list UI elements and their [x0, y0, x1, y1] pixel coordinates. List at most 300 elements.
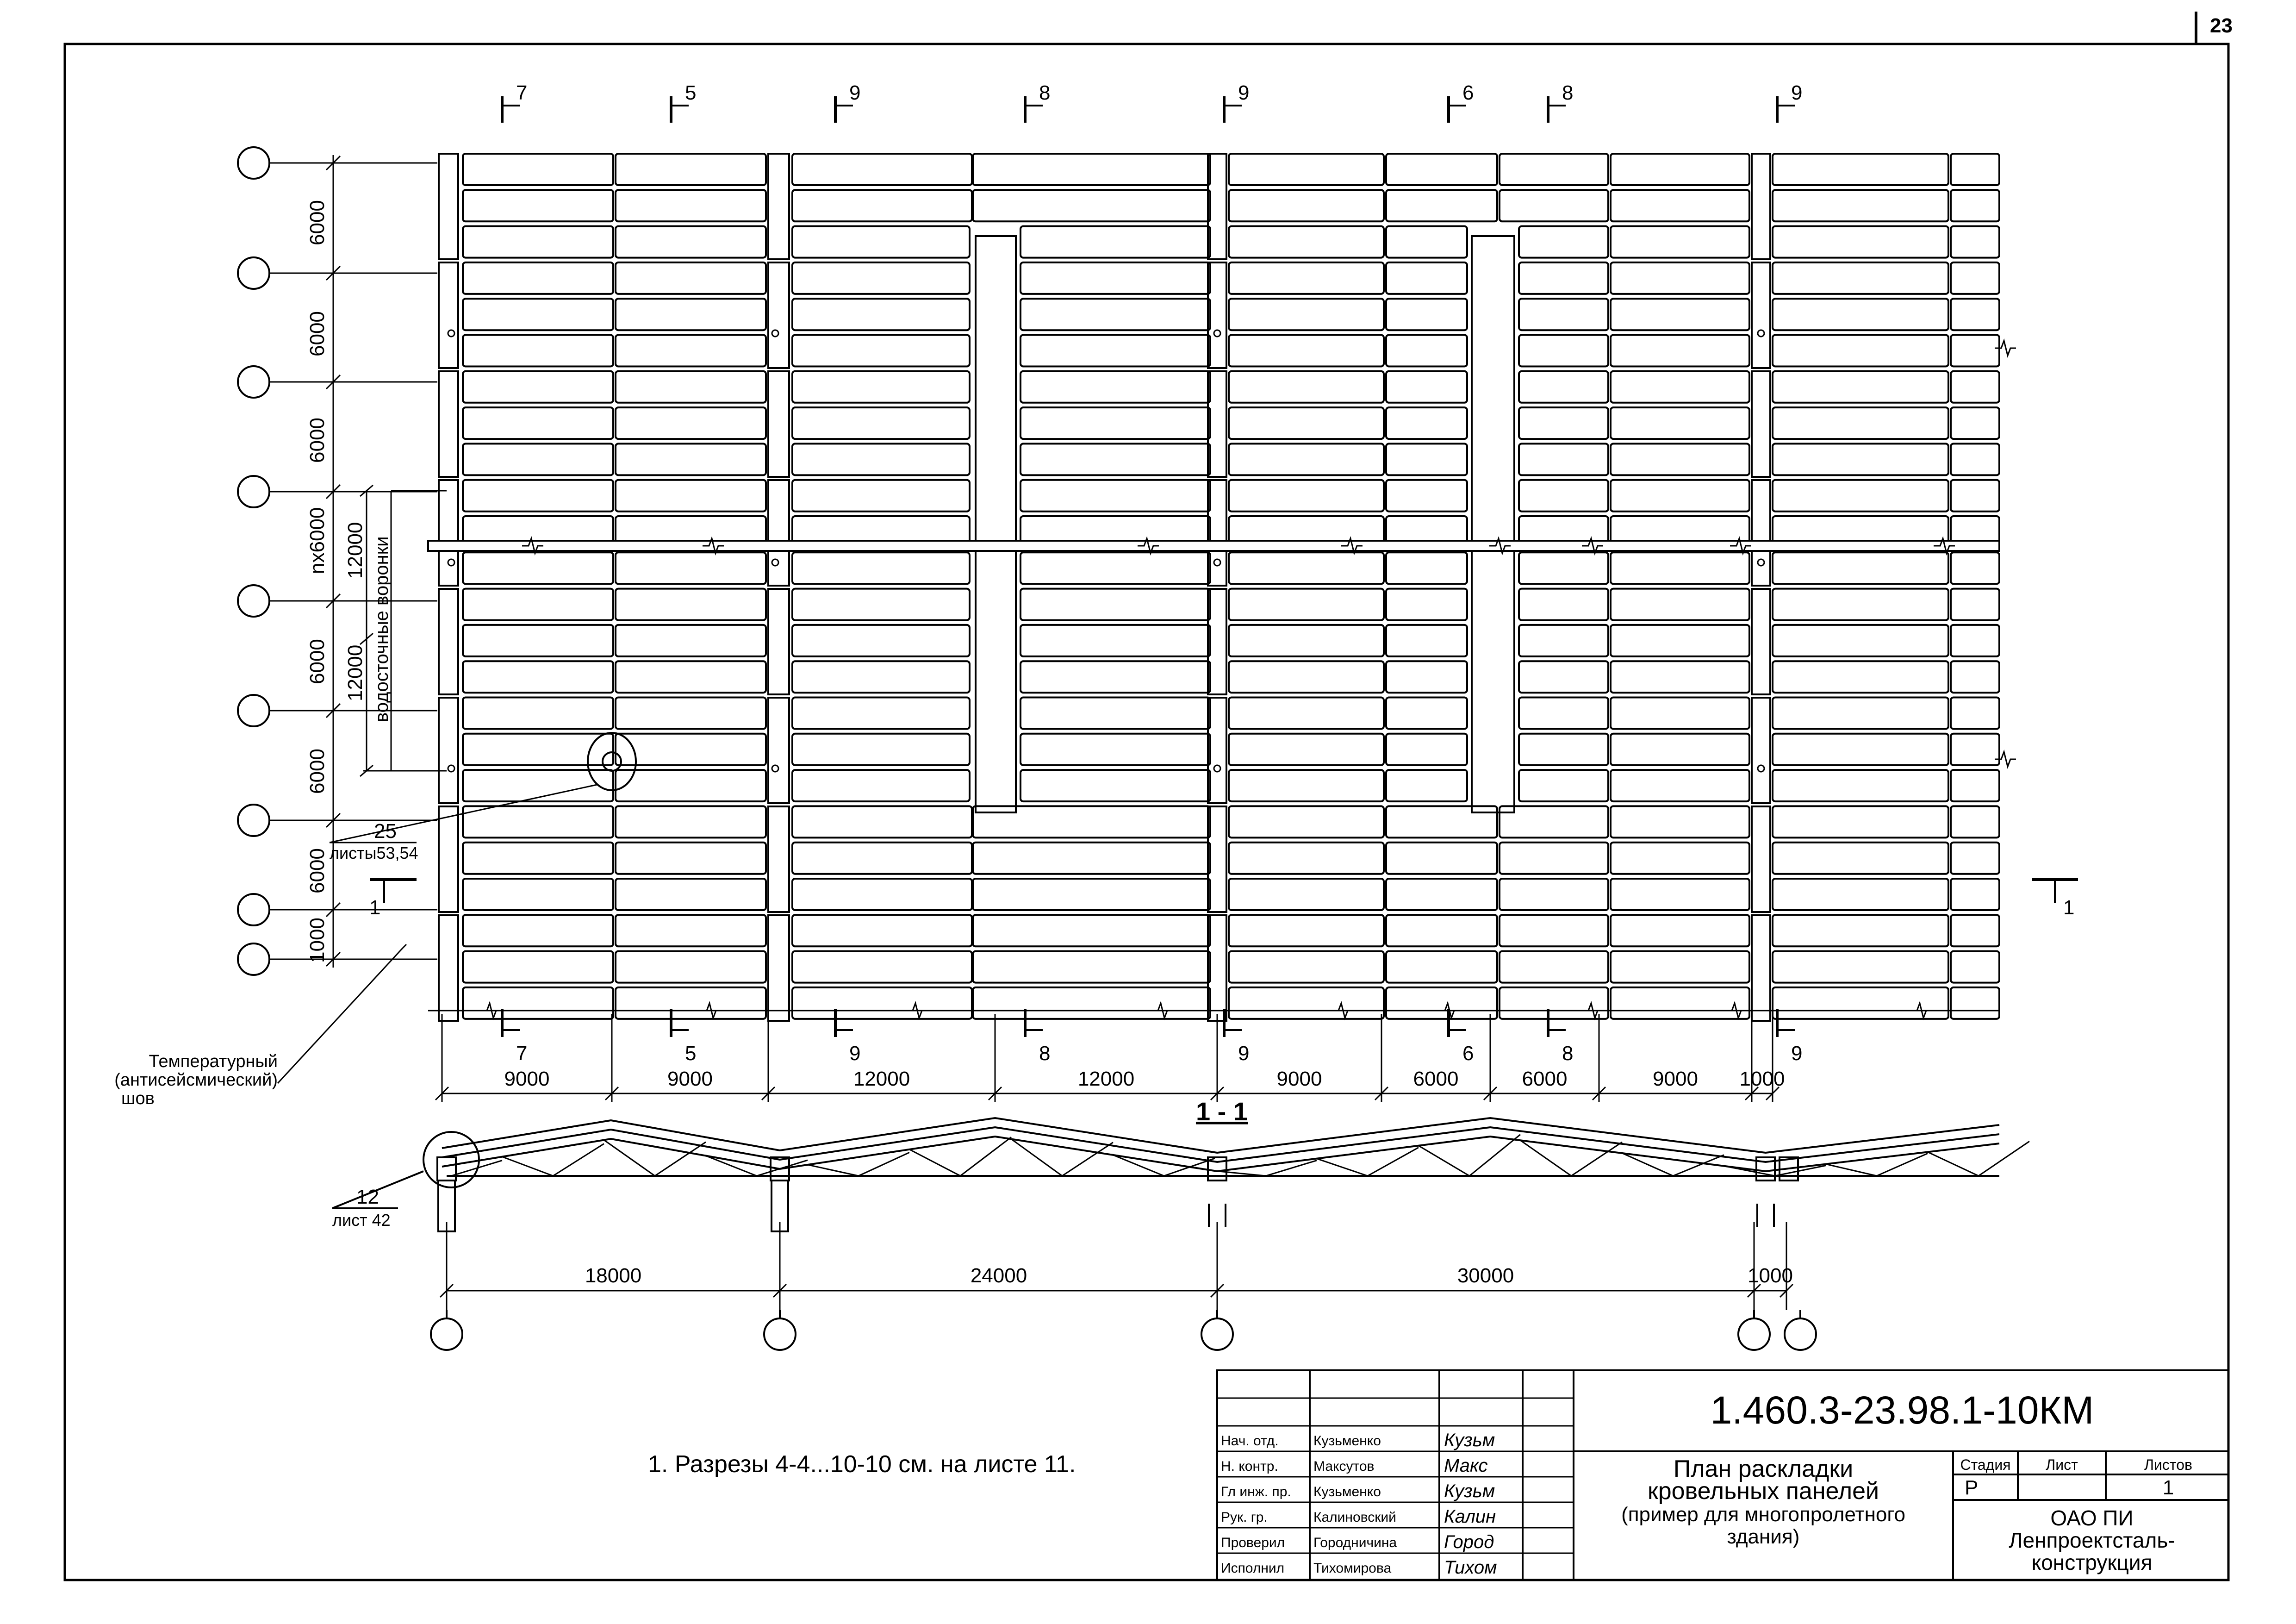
roof-panel: [1611, 407, 1749, 439]
drain-funnel: [448, 330, 454, 337]
section-mark-label-top: 9: [1791, 81, 1803, 104]
roof-panel: [1951, 552, 1999, 584]
roof-panel: [616, 806, 766, 837]
roof-panel: [1519, 480, 1608, 512]
roof-panel: [463, 443, 613, 475]
roof-panel: [973, 154, 1210, 185]
roof-panel: [1229, 879, 1384, 910]
roof-panel: [792, 299, 970, 330]
roof-panel: [1229, 589, 1384, 620]
grid-axis-bubbles: [238, 147, 1816, 1350]
roof-panel: [1611, 879, 1749, 910]
roof-panel: [1386, 552, 1467, 584]
signer-role: Рук. гр.: [1221, 1510, 1268, 1525]
roof-panel: [973, 806, 1210, 837]
expansion-joint-strip: [439, 480, 458, 586]
roof-panel: [1500, 190, 1608, 221]
roof-panel: [1386, 190, 1497, 221]
expansion-joint-strip: [439, 915, 458, 1021]
roof-panel: [1611, 226, 1749, 258]
truss-diagonal: [553, 1144, 604, 1176]
roof-panel: [463, 335, 613, 367]
roof-panel: [1611, 552, 1749, 584]
horizontal-dim-label: 9000: [1276, 1068, 1322, 1090]
roof-panel: [1773, 552, 1948, 584]
drain-funnel: [1214, 765, 1220, 772]
break-line-mark: [700, 1003, 722, 1018]
roof-panel: [1020, 299, 1210, 330]
roof-panel: [1611, 190, 1749, 221]
roof-panel: [616, 371, 766, 403]
roof-panel: [1519, 734, 1608, 765]
roof-panel: [1386, 262, 1467, 294]
roof-panel: [792, 915, 972, 946]
grid-axis-bubble: [238, 476, 269, 507]
roof-panel: [1611, 987, 1749, 1019]
roof-panel: [616, 154, 766, 185]
grid-axis-bubble: [431, 1318, 462, 1350]
roof-panel: [1773, 625, 1948, 656]
signer-name: Максутов: [1313, 1459, 1375, 1474]
expansion-joint-strip: [768, 262, 789, 368]
roof-panel: [1611, 843, 1749, 874]
roof-panel: [1951, 154, 1999, 185]
vertical-dim-label: 6000: [306, 418, 329, 463]
horizontal-dim-label: 12000: [1077, 1068, 1135, 1090]
section-mark-label-bottom: 9: [849, 1042, 861, 1065]
roof-panel: [1519, 335, 1608, 367]
roof-panel: [1611, 154, 1749, 185]
expansion-joint-strip: [1752, 698, 1770, 803]
break-line-mark: [906, 1003, 927, 1018]
roof-panel: [1773, 698, 1948, 729]
horizontal-dim-label: 9000: [1653, 1068, 1698, 1090]
drain-funnel: [1758, 765, 1764, 772]
vertical-dim-label: 6000: [306, 311, 329, 356]
callout-25-circle: [588, 733, 636, 790]
roof-panel: [792, 951, 972, 983]
roof-panel: [1611, 734, 1749, 765]
roof-panel: [1386, 154, 1497, 185]
roof-panel: [1519, 371, 1608, 403]
roof-panel: [1773, 661, 1948, 693]
roof-panel: [616, 843, 766, 874]
roof-panel: [1500, 154, 1608, 185]
signer-signature: Тихом: [1444, 1557, 1497, 1578]
roof-panel: [1020, 698, 1210, 729]
roof-panel: [1386, 661, 1467, 693]
roof-panel: [792, 661, 970, 693]
grid-axis-bubble: [238, 366, 269, 398]
truss-diagonal: [757, 1160, 808, 1176]
roof-panel: [1611, 262, 1749, 294]
expansion-joint-strip: [768, 698, 789, 803]
roof-panel: [1386, 734, 1467, 765]
roof-panel: [1386, 589, 1467, 620]
roof-panel: [463, 879, 613, 910]
roof-panel: [1020, 226, 1210, 258]
drain-funnel: [772, 765, 778, 772]
signer-role: Нач. отд.: [1221, 1433, 1279, 1449]
roof-panel: [792, 262, 970, 294]
sheet-title-line: здания): [1727, 1525, 1800, 1548]
signer-name: Городничина: [1313, 1535, 1397, 1550]
roof-panel: [792, 190, 972, 221]
signer-role: Н. контр.: [1221, 1459, 1278, 1474]
drain-funnel: [1758, 559, 1764, 566]
roof-panel: [1951, 226, 1999, 258]
roof-panel: [616, 879, 766, 910]
roof-panel: [792, 226, 970, 258]
roof-panel: [1773, 407, 1948, 439]
roof-panel: [1519, 443, 1608, 475]
expansion-joint-strip: [439, 154, 458, 259]
roof-panel: [1229, 480, 1384, 512]
roof-panel: [792, 407, 970, 439]
grid-axis-bubble: [238, 695, 269, 726]
grid-axis-bubble: [238, 805, 269, 836]
general-note: 1. Разрезы 4-4...10-10 см. на листе 11.: [648, 1451, 1076, 1478]
break-line-mark: [1910, 1003, 1932, 1018]
expansion-joint-strip: [1752, 262, 1770, 368]
roof-panel: [1519, 299, 1608, 330]
horizontal-dim-label: 6000: [1413, 1068, 1459, 1090]
roof-panel: [463, 480, 613, 512]
drain-funnel: [772, 559, 778, 566]
section-mark-label-top: 5: [685, 81, 697, 104]
roof-panel: [1773, 190, 1948, 221]
roof-panel: [792, 734, 970, 765]
roof-panel: [1951, 407, 1999, 439]
roof-panel: [463, 806, 613, 837]
roof-panel: [973, 915, 1210, 946]
roof-panel: [616, 770, 766, 801]
roof-panel: [616, 661, 766, 693]
roof-panel: [1951, 661, 1999, 693]
expansion-joint-strip: [1752, 480, 1770, 586]
grid-axis-bubble: [238, 585, 269, 617]
drain-funnel: [1758, 330, 1764, 337]
section-mark-label-bottom: 5: [685, 1042, 697, 1065]
horizontal-dim-label: 12000: [853, 1068, 910, 1090]
expansion-joint-strip: [1752, 154, 1770, 259]
roof-panel: [463, 951, 613, 983]
roof-panel: [1229, 552, 1384, 584]
roof-panel: [1773, 589, 1948, 620]
roof-panel: [1611, 625, 1749, 656]
roof-panel: [1386, 987, 1497, 1019]
truss-diagonal: [1826, 1164, 1877, 1176]
roof-panel: [1773, 806, 1948, 837]
roof-panel: [616, 480, 766, 512]
signer-name: Калиновский: [1313, 1510, 1396, 1525]
sheets-header: Листов: [2144, 1456, 2192, 1473]
roof-panel: [463, 698, 613, 729]
roof-panel: [1229, 915, 1384, 946]
roof-panel: [1951, 879, 1999, 910]
roof-panel: [1229, 987, 1384, 1019]
expansion-joint-strip: [439, 698, 458, 803]
roof-panel: [1611, 589, 1749, 620]
roof-panel: [463, 843, 613, 874]
roof-panel: [792, 371, 970, 403]
roof-panel: [1229, 226, 1384, 258]
roof-panel: [1229, 625, 1384, 656]
roof-panel: [1229, 335, 1384, 367]
roof-panel: [1519, 226, 1608, 258]
roof-panel: [616, 987, 766, 1019]
truss-diagonal: [808, 1165, 859, 1176]
roof-panel: [1611, 371, 1749, 403]
roof-panel: [1386, 335, 1467, 367]
grid-axis-bubble: [238, 147, 269, 179]
roof-panel: [1951, 371, 1999, 403]
vertical-dim-label: 1000: [306, 918, 329, 963]
truss-diagonal: [909, 1149, 960, 1176]
roof-panel: [792, 806, 972, 837]
roof-panel: [463, 190, 613, 221]
sheets-count: 1: [2162, 1476, 2174, 1499]
roof-panel: [1386, 625, 1467, 656]
grid-axis-bubble: [764, 1318, 796, 1350]
roof-panel: [616, 915, 766, 946]
roof-panel: [1951, 335, 1999, 367]
roof-panel: [1229, 407, 1384, 439]
title-block: [1217, 1370, 2228, 1580]
truss-diagonal: [706, 1156, 757, 1176]
roof-panel: [1773, 915, 1948, 946]
truss-diagonal: [451, 1161, 502, 1176]
break-line-mark: [1582, 1003, 1603, 1018]
section-mark-label-top: 8: [1562, 81, 1574, 104]
roof-panel: [616, 625, 766, 656]
roof-panel: [1020, 335, 1210, 367]
stage-header: Стадия: [1960, 1456, 2011, 1473]
vertical-dim-label: nx6000: [306, 507, 329, 574]
roof-panel: [1519, 552, 1608, 584]
section-mark-label-top: 7: [516, 81, 528, 104]
section-dim-label: 18000: [585, 1264, 642, 1287]
roof-panel: [792, 698, 970, 729]
skylight-strip: [1472, 236, 1514, 812]
grid-axis-bubble: [238, 943, 269, 975]
funnel-label: водосточные воронки: [372, 536, 392, 722]
roof-panel: [616, 443, 766, 475]
roof-panel: [1773, 879, 1948, 910]
roof-panel: [1020, 625, 1210, 656]
roof-panel: [616, 407, 766, 439]
roof-panel: [616, 299, 766, 330]
roof-panel: [1020, 589, 1210, 620]
roof-panel: [1951, 190, 1999, 221]
roof-panel: [1386, 843, 1497, 874]
roof-panel: [792, 987, 972, 1019]
grid-axis-bubble: [1201, 1318, 1233, 1350]
roof-panel: [463, 154, 613, 185]
roof-panel: [1951, 915, 1999, 946]
truss-diagonal: [1419, 1146, 1469, 1176]
roof-panel: [1951, 843, 1999, 874]
grid-axis-bubble: [238, 257, 269, 289]
expansion-joint-strip: [768, 480, 789, 586]
truss-diagonal: [1469, 1135, 1520, 1176]
roof-panel: [792, 625, 970, 656]
grid-axis-bubble: [1738, 1318, 1770, 1350]
signer-role: Гл инж. пр.: [1221, 1484, 1291, 1499]
roof-panel: [616, 226, 766, 258]
roof-panel: [616, 734, 766, 765]
callout-25-inner: [603, 752, 621, 771]
roof-panel: [463, 226, 613, 258]
roof-panel: [1229, 770, 1384, 801]
signer-role: Проверил: [1221, 1535, 1285, 1550]
roof-panel: [1611, 480, 1749, 512]
section-mark-label-top: 9: [849, 81, 861, 104]
vertical-dim-label: 6000: [306, 749, 329, 794]
roof-panel: [792, 480, 970, 512]
signer-signature: Город: [1444, 1532, 1494, 1552]
roof-panel: [1611, 770, 1749, 801]
roof-panel: [1020, 443, 1210, 475]
expansion-joint-strip: [1752, 915, 1770, 1021]
roof-panel: [463, 625, 613, 656]
horizontal-dim-label: 6000: [1522, 1068, 1568, 1090]
roof-panel: [1386, 951, 1497, 983]
callout-12-number: 12: [356, 1186, 379, 1208]
section-dim-label: 30000: [1457, 1264, 1514, 1287]
roof-panel: [616, 335, 766, 367]
truss-diagonal: [1011, 1139, 1062, 1176]
inner-dim-2: 12000: [344, 644, 367, 701]
roof-panel: [1773, 480, 1948, 512]
roof-panel: [1229, 371, 1384, 403]
horizontal-dim-label: 1000: [1739, 1068, 1785, 1090]
section-dim-label: 24000: [970, 1264, 1027, 1287]
section-1-left-label: 1: [369, 896, 381, 919]
roof-panel: [1951, 262, 1999, 294]
expansion-joint-strip: [768, 589, 789, 694]
roof-panel: [616, 190, 766, 221]
roof-panel: [1020, 661, 1210, 693]
section-mark-label-bottom: 8: [1039, 1042, 1051, 1065]
break-line-mark: [1332, 1003, 1353, 1018]
roof-panel: [1773, 734, 1948, 765]
drain-funnel: [1214, 330, 1220, 337]
vertical-dim-label: 6000: [306, 848, 329, 893]
roof-panel: [1773, 443, 1948, 475]
roof-panel: [1229, 698, 1384, 729]
drain-funnel: [448, 765, 454, 772]
roof-panel: [1386, 915, 1497, 946]
roof-panel: [1500, 879, 1608, 910]
roof-panel: [1519, 407, 1608, 439]
roof-panel: [1611, 299, 1749, 330]
roof-panel: [1229, 734, 1384, 765]
sheet-title-line: (пример для многопролетного: [1621, 1503, 1905, 1526]
roof-panel: [1020, 480, 1210, 512]
truss-diagonal: [1979, 1141, 2029, 1176]
roof-panel: [1951, 299, 1999, 330]
roof-panel: [616, 951, 766, 983]
roof-panel: [1519, 770, 1608, 801]
grid-axis-bubble: [238, 894, 269, 925]
roof-panel: [1386, 770, 1467, 801]
sheet-number: 23: [2210, 14, 2233, 37]
roof-panel: [1020, 770, 1210, 801]
roof-panel: [1500, 915, 1608, 946]
expansion-joint-strip: [768, 371, 789, 477]
expansion-joint-strip: [439, 262, 458, 368]
roof-panel: [973, 987, 1210, 1019]
section-mark-label-top: 9: [1238, 81, 1250, 104]
section-mark-label-top: 8: [1039, 81, 1051, 104]
roof-panel: [1386, 806, 1497, 837]
roof-panel: [1611, 915, 1749, 946]
roof-panel: [1229, 154, 1384, 185]
expansion-joint-strip: [768, 915, 789, 1021]
roof-panel: [463, 661, 613, 693]
roof-panel: [792, 335, 970, 367]
roof-panel: [1951, 806, 1999, 837]
org-name-line: ОАО ПИ: [2050, 1506, 2134, 1530]
seam-leader-end: [403, 944, 406, 948]
vertical-dim-label: 6000: [306, 639, 329, 684]
roof-panel: [1229, 806, 1384, 837]
roof-panel: [792, 843, 972, 874]
roof-panel: [616, 589, 766, 620]
signer-name: Тихомирова: [1313, 1561, 1392, 1576]
drain-funnel: [772, 330, 778, 337]
roof-panel: [1229, 843, 1384, 874]
roof-panel: [1773, 371, 1948, 403]
roof-panel: [973, 843, 1210, 874]
seam-label-1: Температурный: [149, 1052, 278, 1071]
section-title: 1 - 1: [1195, 1097, 1248, 1126]
roof-panel: [463, 299, 613, 330]
roof-panel: [1519, 698, 1608, 729]
roof-panel: [1519, 661, 1608, 693]
roof-panel: [1951, 443, 1999, 475]
roof-panel: [1386, 698, 1467, 729]
roof-panel: [973, 190, 1210, 221]
signer-name: Кузьменко: [1313, 1484, 1381, 1499]
roof-panel: [463, 589, 613, 620]
callout-12-circle: [423, 1132, 479, 1187]
roof-panel: [1229, 443, 1384, 475]
roof-panels-grid: [428, 154, 2016, 1021]
roof-panel: [1611, 806, 1749, 837]
break-line-mark: [1995, 341, 2016, 356]
truss-diagonal: [1928, 1152, 1979, 1176]
callout-12-sheet: лист 42: [332, 1211, 391, 1230]
expansion-joint-strip: [439, 806, 458, 912]
roof-panel: [1500, 987, 1608, 1019]
section-mark-label-bottom: 8: [1562, 1042, 1574, 1065]
vertical-dim-label: 6000: [306, 200, 329, 245]
break-line-mark: [1151, 1003, 1173, 1018]
roof-panel: [973, 951, 1210, 983]
roof-panel: [792, 589, 970, 620]
roof-panel: [1611, 698, 1749, 729]
section-dim-label: 1000: [1748, 1264, 1793, 1287]
section-mark-label-bottom: 9: [1791, 1042, 1803, 1065]
roof-panel: [792, 154, 972, 185]
signer-name: Кузьменко: [1313, 1433, 1381, 1449]
roof-panel: [1773, 843, 1948, 874]
roof-panel: [1611, 951, 1749, 983]
roof-panel: [1951, 589, 1999, 620]
roof-panel: [1519, 262, 1608, 294]
